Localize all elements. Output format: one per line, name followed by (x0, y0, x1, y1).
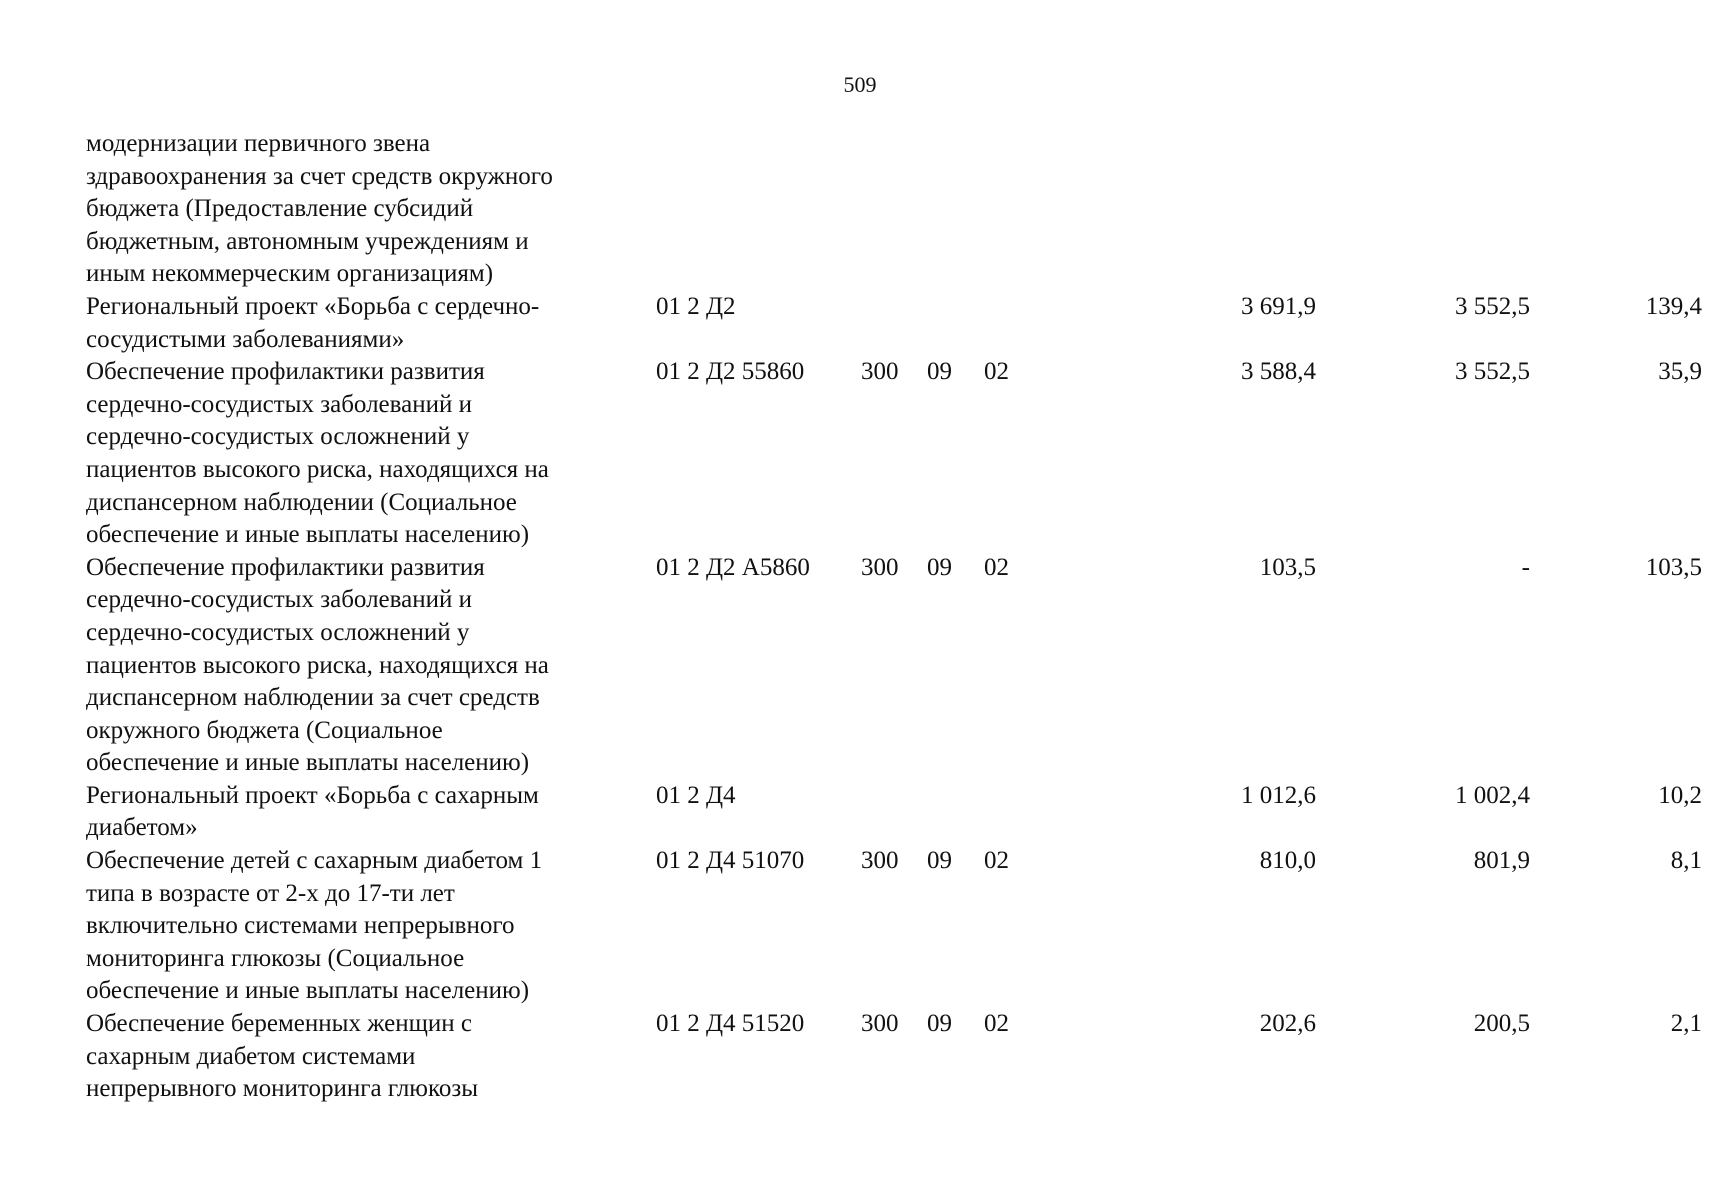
description-line: типа в возрасте от 2-х до 17-ти лет (86, 879, 455, 907)
description-line: иным некоммерческим организациям) (86, 260, 494, 288)
table-row (86, 1008, 1702, 1106)
row-description (86, 128, 646, 291)
subsection-code: 02 (984, 1010, 1009, 1038)
section-code: 09 (927, 358, 952, 386)
description-line: диспансерном наблюдении (Социальное (86, 488, 517, 516)
row-description (86, 552, 646, 780)
description-line: пациентов высокого риска, находящихся на (86, 455, 549, 483)
description-line: Обеспечение профилактики развития (86, 553, 485, 581)
amount-federal: 3 552,5 (1455, 358, 1530, 386)
table-row (86, 780, 1702, 845)
description-line: включительно системами непрерывного (86, 912, 515, 940)
description-line: бюджета (Предоставление субсидий (86, 195, 474, 223)
description-line: сосудистыми заболеваниями» (86, 325, 405, 353)
expense-type-code: 300 (861, 358, 899, 386)
budget-table (86, 128, 1702, 1106)
table-row (86, 552, 1702, 780)
description-line: модернизации первичного звена (86, 130, 431, 157)
description-line: здравоохранения за счет средств окружного (86, 162, 553, 190)
description-line: обеспечение и иные выплаты населению) (86, 977, 530, 1005)
description-line: Обеспечение детей с сахарным диабетом 1 (86, 847, 543, 875)
amount-federal: 200,5 (1473, 1010, 1530, 1038)
expense-type-code: 300 (861, 1010, 899, 1038)
description-line: непрерывного мониторинга глюкозы (86, 1075, 479, 1103)
subsection-code: 02 (984, 847, 1009, 875)
description-line: обеспечение и иные выплаты населению) (86, 749, 530, 777)
table-row (86, 128, 1626, 291)
amount-total: 1 012,6 (1241, 781, 1316, 809)
section-code: 09 (927, 847, 952, 875)
description-line: диабетом» (86, 814, 198, 842)
section-code: 09 (927, 553, 952, 581)
table-row (86, 845, 1702, 1008)
section-code: 09 (927, 1010, 952, 1038)
description-line: мониторинга глюкозы (Социальное (86, 944, 465, 972)
table-row (86, 356, 1702, 552)
amount-federal: - (1521, 553, 1530, 581)
target-article-code: 01 2 Д2 55860 (656, 358, 805, 386)
description-line: окружного бюджета (Социальное (86, 716, 443, 744)
description-line: сердечно-сосудистых осложнений у (86, 618, 470, 646)
description-line: Обеспечение беременных женщин с (86, 1010, 472, 1038)
description-line: сердечно-сосудистых заболеваний и (86, 390, 472, 418)
target-article-code: 01 2 Д4 51520 (656, 1010, 805, 1038)
description-line: Региональный проект «Борьба с сердечно- (86, 292, 540, 320)
amount-okrug: 35,9 (1658, 358, 1702, 386)
page-number: 509 (843, 72, 877, 97)
description-line: сердечно-сосудистых осложнений у (86, 423, 470, 451)
row-description (86, 845, 646, 1008)
subsection-code: 02 (984, 358, 1009, 386)
row-description (86, 1008, 646, 1106)
amount-okrug: 10,2 (1658, 781, 1702, 809)
amount-okrug: 139,4 (1645, 292, 1702, 320)
target-article-code: 01 2 Д4 51070 (656, 847, 805, 875)
description-line: сердечно-сосудистых заболеваний и (86, 586, 472, 614)
target-article-code: 01 2 Д4 (656, 781, 736, 809)
amount-federal: 801,9 (1473, 847, 1530, 875)
description-line: бюджетным, автономным учреждениям и (86, 227, 529, 255)
amount-okrug: 2,1 (1670, 1010, 1702, 1038)
row-description (86, 356, 646, 552)
amount-federal: 1 002,4 (1455, 781, 1530, 809)
row-description (86, 291, 646, 356)
row-description (86, 780, 646, 845)
amount-federal: 3 552,5 (1455, 292, 1530, 320)
target-article-code: 01 2 Д2 А5860 (656, 553, 810, 581)
description-line: диспансерном наблюдении за счет средств (86, 684, 540, 712)
amount-total: 3 588,4 (1241, 358, 1316, 386)
description-line: пациентов высокого риска, находящихся на (86, 651, 549, 679)
amount-total: 810,0 (1259, 847, 1316, 875)
description-line: Обеспечение профилактики развития (86, 358, 485, 386)
amount-okrug: 8,1 (1670, 847, 1702, 875)
table-row (86, 291, 1702, 356)
amount-total: 202,6 (1259, 1010, 1316, 1038)
description-line: Региональный проект «Борьба с сахарным (86, 781, 539, 809)
amount-total: 3 691,9 (1241, 292, 1316, 320)
amount-total: 103,5 (1259, 553, 1316, 581)
target-article-code: 01 2 Д2 (656, 292, 736, 320)
subsection-code: 02 (984, 553, 1009, 581)
expense-type-code: 300 (861, 553, 899, 581)
description-line: сахарным диабетом системами (86, 1042, 416, 1070)
description-line: обеспечение и иные выплаты населению) (86, 521, 530, 549)
expense-type-code: 300 (861, 847, 899, 875)
amount-okrug: 103,5 (1645, 553, 1702, 581)
